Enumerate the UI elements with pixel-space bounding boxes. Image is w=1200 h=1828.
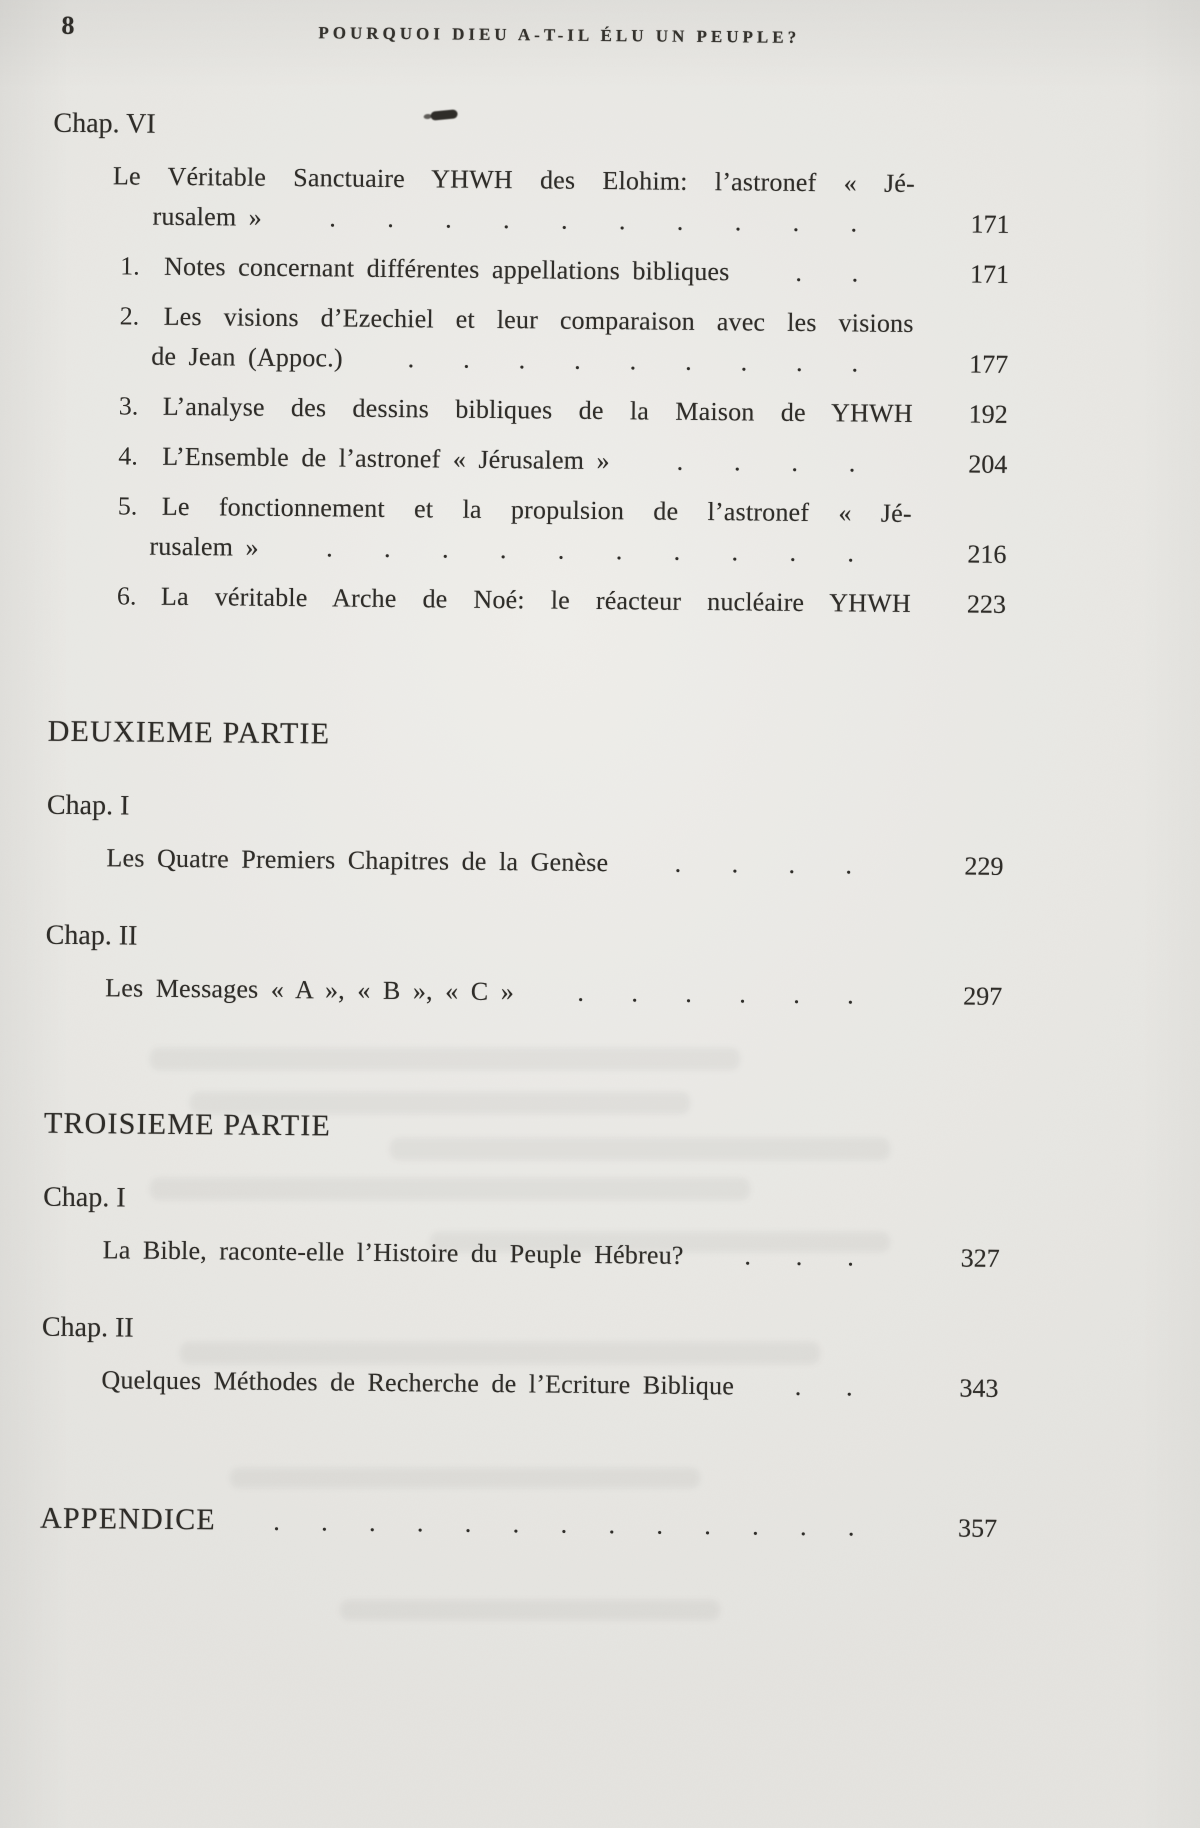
leader-dot: . <box>795 257 803 287</box>
toc-entry <box>50 436 1008 484</box>
leader-dot: . <box>845 850 853 880</box>
leader-dot: . <box>577 977 585 1007</box>
leader-dot: . <box>674 848 682 878</box>
entry-title: Quelques Méthodes de Recherche de l’Ecriture Biblique <box>101 1365 735 1401</box>
entry-title-continuation: rusalem » <box>152 201 263 232</box>
leader-dot: . <box>499 535 507 565</box>
chapter-heading: Chap. I <box>46 789 130 822</box>
entry-title: Les Messages « A », « B », « C » <box>105 973 515 1007</box>
leader-dot: . <box>676 446 684 476</box>
part-heading: DEUXIEME PARTIE <box>47 714 331 751</box>
entry-line-continuation <box>49 526 1007 574</box>
entry-number: 4. <box>118 441 138 471</box>
leader-dot: . <box>733 447 741 477</box>
entry-line <box>43 1230 1000 1278</box>
leader-dot: . <box>557 535 565 565</box>
dot-leader <box>608 843 908 886</box>
leader-dot: . <box>795 1241 803 1271</box>
dot-leader <box>610 441 913 484</box>
leader-dot: . <box>273 1506 280 1536</box>
leader-dot: . <box>847 538 855 568</box>
leader-dot: . <box>502 205 510 235</box>
leader-dot: . <box>731 537 739 567</box>
page-ref: 216 <box>967 539 1007 569</box>
entry-number: 1. <box>120 251 140 281</box>
leader-dot: . <box>851 348 859 378</box>
appendix-heading: APPENDICE <box>39 1501 217 1537</box>
toc-entry <box>46 838 1004 886</box>
dot-leader <box>729 252 914 294</box>
leader-dot: . <box>463 344 470 374</box>
entry-line <box>51 386 1008 434</box>
leader-dot: . <box>656 1510 664 1540</box>
entry-line <box>45 968 1003 1016</box>
leader-dot: . <box>608 1510 616 1540</box>
entry-title: La véritable Arche de Noé: le réacteur nucléaire YHWH <box>160 581 912 618</box>
leader-dot: . <box>847 980 854 1010</box>
leader-dot: . <box>851 258 859 288</box>
page-header <box>6 0 1200 76</box>
leader-dot: . <box>752 1511 759 1541</box>
chapter-heading: Chap. I <box>43 1181 126 1214</box>
dot-leader <box>734 1366 904 1408</box>
entry-line <box>49 576 1007 624</box>
leader-dot: . <box>464 1508 472 1538</box>
leader-dot: . <box>629 346 637 376</box>
toc-block-chapter <box>41 1311 999 1408</box>
leader-dot: . <box>560 1509 568 1539</box>
leader-dot: . <box>799 1511 807 1542</box>
page-ref: 357 <box>957 1513 998 1543</box>
chapter-heading: Chap. II <box>45 919 138 952</box>
leader-dot: . <box>685 346 692 376</box>
leader-dot: . <box>796 347 803 377</box>
leader-dot: . <box>793 979 800 1009</box>
toc-entry <box>43 1230 1000 1278</box>
leader-dot: . <box>518 345 526 375</box>
leader-dot: . <box>329 203 337 233</box>
toc-block-part <box>48 716 910 756</box>
leader-dot: . <box>368 1507 376 1537</box>
leader-dot: . <box>788 849 796 879</box>
dot-leader <box>683 1236 904 1278</box>
entry-title-continuation: de Jean (Appoc.) <box>151 341 343 373</box>
entry-title: L’Ensemble de l’astronef « Jérusalem » <box>162 441 610 476</box>
toc-block-chapter <box>43 1181 1000 1278</box>
toc-entry <box>49 576 1007 624</box>
leader-dot: . <box>848 448 856 478</box>
entry-title: La Bible, raconte-elle l’Histoire du Peuple Hébreu? <box>102 1235 684 1270</box>
entry-line-continuation <box>52 196 1010 244</box>
leader-dot: . <box>407 344 415 374</box>
toc-entry <box>51 386 1008 434</box>
chapter-heading: Chap. VI <box>53 107 156 140</box>
entry-title: Le Véritable Sanctuaire YHWH des Elohim: l’astronef « Jé- <box>112 161 916 198</box>
leader-dot: . <box>850 208 858 238</box>
dot-leader <box>343 339 914 384</box>
leader-dot: . <box>789 537 797 567</box>
page-ref: 192 <box>968 399 1008 429</box>
entry-line <box>46 838 1004 886</box>
entry-title: Le fonctionnement et la propulsion de l’astronef « Jé- <box>161 491 912 528</box>
leader-dot: . <box>845 1372 853 1402</box>
leader-dot: . <box>574 345 581 375</box>
page-ref: 177 <box>969 349 1009 379</box>
toc-block-chapter <box>45 919 1003 1016</box>
toc-block-appendix <box>39 1500 998 1548</box>
page-ref: 204 <box>968 449 1008 479</box>
entry-number: 5. <box>117 491 138 521</box>
entry-title: Les Quatre Premiers Chapitres de la Genèse <box>106 843 609 878</box>
dot-leader <box>262 198 915 244</box>
page-ref: 327 <box>960 1243 1000 1273</box>
page-ref: 171 <box>969 259 1010 289</box>
table-of-contents <box>39 100 1010 1548</box>
leader-dot: . <box>731 849 739 879</box>
leader-dot: . <box>321 1507 328 1537</box>
entry-line <box>52 246 1010 294</box>
entry-line <box>41 1360 999 1408</box>
entry-number: 2. <box>119 301 140 331</box>
part-heading: TROISIEME PARTIE <box>43 1106 332 1143</box>
leader-dot: . <box>792 207 800 237</box>
toc-entry <box>52 246 1010 294</box>
entry-number: 3. <box>118 391 139 421</box>
toc-block-chapter <box>49 107 1010 624</box>
running-header: POURQUOI DIEU A-T-IL ÉLU UN PEUPLE? <box>318 23 801 47</box>
page-ref: 223 <box>966 589 1007 619</box>
page-ref: 343 <box>959 1373 999 1403</box>
toc-block-part <box>44 1108 906 1148</box>
leader-dot: . <box>704 1511 711 1541</box>
toc-block-chapter <box>46 789 1004 886</box>
leader-dot: . <box>618 206 626 236</box>
leader-dot: . <box>794 1371 802 1401</box>
leader-dot: . <box>734 207 742 237</box>
dot-leader <box>216 1501 903 1548</box>
dot-leader <box>259 528 912 574</box>
leader-dot: . <box>740 347 748 377</box>
entry-title: Les visions d’Ezechiel et leur comparaison avec les visions <box>163 301 914 338</box>
toc-entry <box>51 296 1009 384</box>
toc-entry <box>41 1360 999 1408</box>
leader-dot: . <box>383 533 391 563</box>
leader-dot: . <box>847 1512 855 1542</box>
dot-leader <box>514 972 908 1016</box>
toc-entry <box>45 968 1003 1016</box>
page-ref: 171 <box>970 209 1010 239</box>
leader-dot: . <box>615 536 623 566</box>
leader-dot: . <box>744 1241 752 1271</box>
leader-dot: . <box>387 203 394 233</box>
leader-dot: . <box>673 536 681 566</box>
entry-title: L’analyse des dessins bibliques de la Maison de YHWH <box>162 391 913 428</box>
chapter-heading: Chap. II <box>41 1311 134 1344</box>
leader-dot: . <box>676 206 684 236</box>
leader-dot: . <box>847 1242 854 1272</box>
entry-line-continuation <box>51 336 1009 384</box>
entry-title-continuation: rusalem » <box>149 531 259 562</box>
toc-entry <box>52 156 1010 244</box>
page-ref: 229 <box>964 851 1004 881</box>
leader-dot: . <box>739 979 746 1009</box>
leader-dot: . <box>416 1508 424 1538</box>
leader-dot: . <box>560 205 568 235</box>
leader-dot: . <box>631 978 639 1008</box>
leader-dot: . <box>685 978 693 1008</box>
leader-dot: . <box>441 534 449 564</box>
leader-dot: . <box>791 447 799 477</box>
folio-page-number: 8 <box>61 10 75 40</box>
toc-entry <box>49 486 1007 574</box>
page-ref: 297 <box>963 981 1003 1011</box>
leader-dot: . <box>445 204 452 234</box>
leader-dot: . <box>512 1509 520 1539</box>
entry-title: Notes concernant différentes appellations bibliques <box>164 251 730 287</box>
entry-number: 6. <box>116 581 137 611</box>
leader-dot: . <box>326 533 333 563</box>
entry-line <box>50 436 1008 484</box>
appendix-row <box>39 1500 998 1548</box>
